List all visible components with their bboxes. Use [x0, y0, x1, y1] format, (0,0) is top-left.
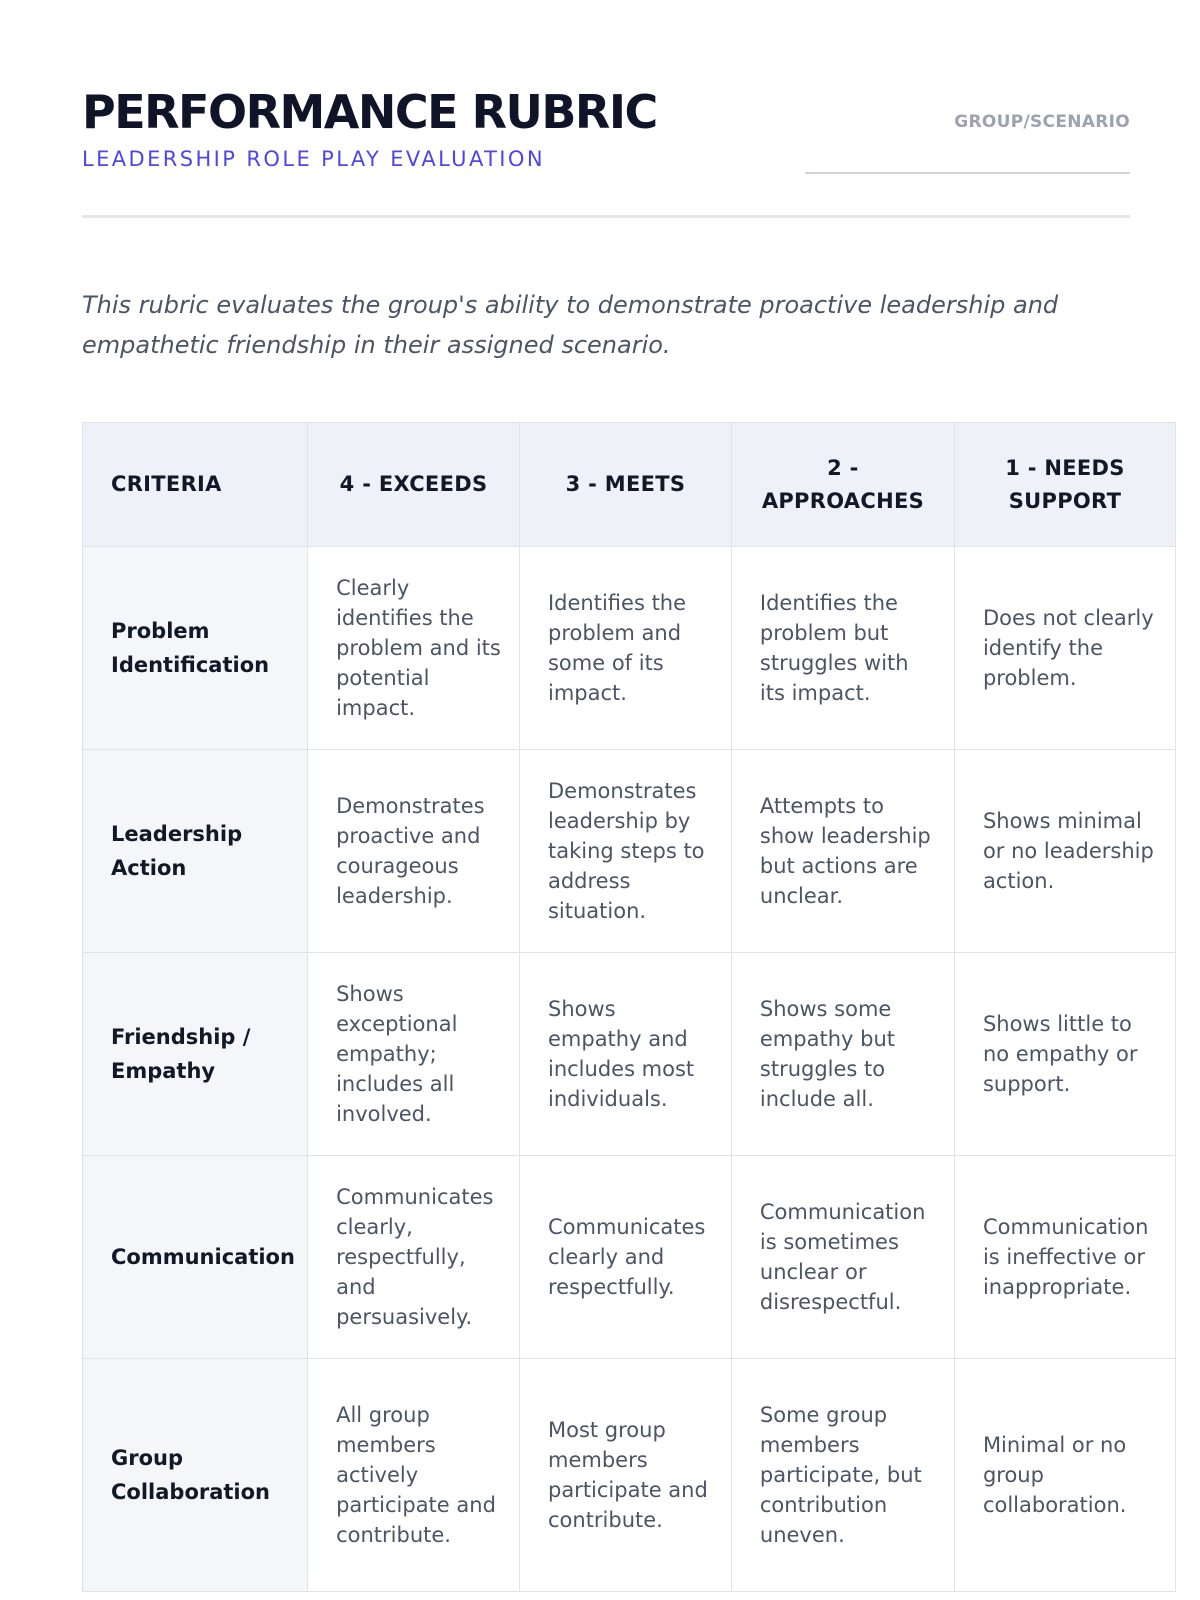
criteria-label: Problem Identification [83, 547, 308, 750]
rubric-cell: Most group members participate and contribute. [519, 1359, 731, 1592]
table-row [83, 953, 1176, 1156]
rubric-cell: Identifies the problem and some of its impact. [519, 547, 731, 750]
rubric-cell: Clearly identifies the problem and its potential impact. [308, 547, 520, 750]
rubric-header-row [83, 423, 1176, 547]
table-row [83, 750, 1176, 953]
intro-text: This rubric evaluates the group's ability to demonstrate proactive leadership and empathetic friendship in their assigned scenario. [82, 291, 1059, 359]
rubric-cell: Shows exceptional empathy; includes all involved. [308, 953, 520, 1156]
column-header-meets: 3 - MEETS [519, 423, 731, 547]
rubric-cell: Demonstrates leadership by taking steps to address situation. [519, 750, 731, 953]
rubric-cell: Minimal or no group collaboration. [954, 1359, 1175, 1592]
page-subtitle: LEADERSHIP ROLE PLAY EVALUATION [82, 147, 545, 171]
criteria-label: Friendship / Empathy [83, 953, 308, 1156]
group-scenario-label: GROUP/SCENARIO [954, 112, 1130, 132]
rubric-cell: Shows empathy and includes most individuals. [519, 953, 731, 1156]
rubric-cell: Communication is ineffective or inappropriate. [954, 1156, 1175, 1359]
rubric-cell: Shows minimal or no leadership action. [954, 750, 1175, 953]
page-title: PERFORMANCE RUBRIC [82, 85, 657, 139]
rubric-cell: Attempts to show leadership but actions are unclear. [731, 750, 954, 953]
rubric-cell: Communication is sometimes unclear or disrespectful. [731, 1156, 954, 1359]
column-header-criteria: CRITERIA [83, 423, 308, 547]
criteria-label: Group Collaboration [83, 1359, 308, 1592]
rubric-table [82, 422, 1176, 1592]
rubric-cell: Shows some empathy but struggles to include all. [731, 953, 954, 1156]
rubric-cell: All group members actively participate and contribute. [308, 1359, 520, 1592]
group-scenario-field[interactable] [805, 172, 1130, 174]
rubric-cell: Communicates clearly and respectfully. [519, 1156, 731, 1359]
rubric-cell: Communicates clearly, respectfully, and persuasively. [308, 1156, 520, 1359]
criteria-label: Leadership Action [83, 750, 308, 953]
rubric-cell: Does not clearly identify the problem. [954, 547, 1175, 750]
table-row [83, 547, 1176, 750]
table-row [83, 1359, 1176, 1592]
criteria-label: Communication [83, 1156, 308, 1359]
rubric-cell: Identifies the problem but struggles with its impact. [731, 547, 954, 750]
column-header-approaches: 2 - APPROACHES [731, 423, 954, 547]
column-header-exceeds: 4 - EXCEEDS [308, 423, 520, 547]
rubric-cell: Shows little to no empathy or support. [954, 953, 1175, 1156]
table-row [83, 1156, 1176, 1359]
page-header [82, 82, 1130, 218]
rubric-cell: Demonstrates proactive and courageous leadership. [308, 750, 520, 953]
rubric-cell: Some group members participate, but contribution uneven. [731, 1359, 954, 1592]
column-header-needs-support: 1 - NEEDS SUPPORT [954, 423, 1175, 547]
